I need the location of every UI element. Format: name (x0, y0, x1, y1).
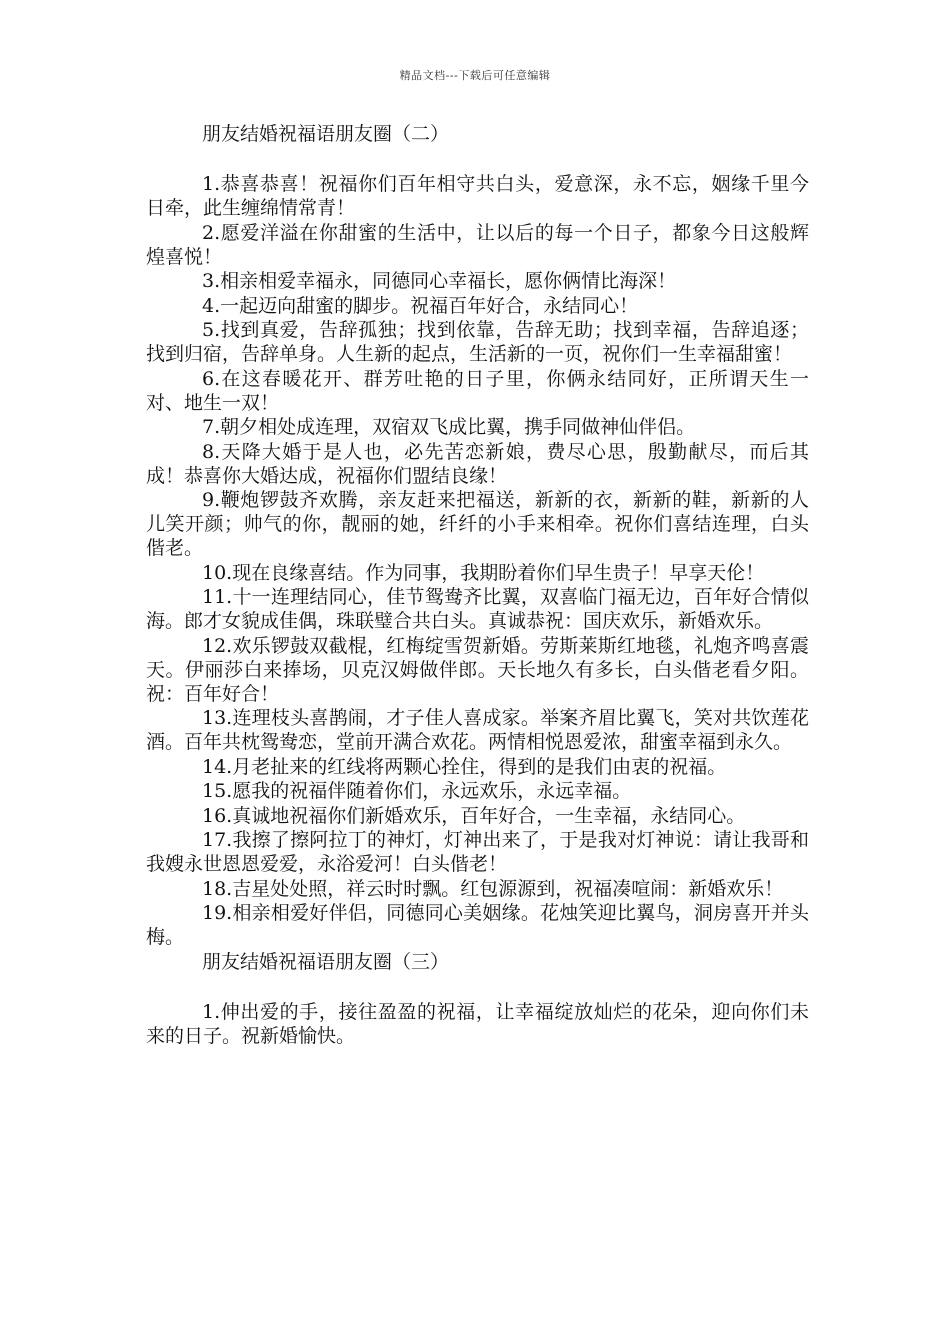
wish-item: 4.一起迈向甜蜜的脚步。祝福百年好合，永结同心！ (202, 294, 639, 317)
wish-item: 1.伸出爱的手，接往盈盈的祝福，让幸福绽放灿烂的花朵，迎向你们未来的日子。祝新婚愉快。 (146, 1001, 809, 1047)
wish-item: 9.鞭炮锣鼓齐欢腾，亲友赶来把福送，新新的衣，新新的鞋，新新的人儿笑开颜；帅气的你，靓丽的她，纤纤的小手来相牵。祝你们喜结连理，白头偕老。 (146, 489, 809, 559)
wish-item: 7.朝夕相处成连理，双宿双飞成比翼，携手同做神仙伴侣。 (202, 416, 696, 438)
wish-item: 16.真诚地祝福你们新婚欢乐，百年好合，一生幸福，永结同心。 (202, 804, 746, 827)
wish-item: 10.现在良缘喜结。作为同事，我期盼着你们早生贵子！早享天伦！ (202, 561, 765, 584)
wish-item: 13.连理枝头喜鹊闹，才子佳人喜成家。举案齐眉比翼飞，笑对共饮莲花酒。百年共枕鸳鸯恋，堂前开满合欢花。两情相悦恩爱浓，甜蜜幸福到永久。 (146, 707, 809, 753)
wish-item: 1.恭喜恭喜！祝福你们百年相守共白头，爱意深，永不忘，姻缘千里今日牵，此生缠绵情常青！ (146, 173, 809, 219)
wish-item: 5.找到真爱，告辞孤独；找到依靠，告辞无助；找到幸福，告辞追逐；找到归宿，告辞单身。人生新的起点，生活新的一页，祝你们一生幸福甜蜜！ (146, 319, 809, 365)
wish-item: 11.十一连理结同心，佳节鸳鸯齐比翼，双喜临门福无边，百年好合情似海。郎才女貌成佳偶，珠联璧合共白头。真诚恭祝：国庆欢乐，新婚欢乐。 (146, 586, 809, 632)
spacer (146, 974, 809, 1000)
wish-item: 14.月老扯来的红线将两颗心拴住，得到的是我们由衷的祝福。 (202, 755, 727, 778)
wish-item: 18.吉星处处照，祥云时时飘。红包源源到，祝福凑喧闹：新婚欢乐！ (202, 877, 784, 900)
document-body (146, 122, 809, 1049)
wish-item: 12.欢乐锣鼓双截棍，红梅绽雪贺新婚。劳斯莱斯红地毯，礼炮齐鸣喜震天。伊丽莎白来捧场，贝克汉姆做伴郎。天长地久有多长，白头偕老看夕阳。祝：百年好合！ (146, 634, 809, 705)
wish-item: 15.愿我的祝福伴随着你们，永远欢乐，永远幸福。 (202, 780, 632, 802)
wish-item: 17.我擦了擦阿拉丁的神灯，灯神出来了，于是我对灯神说：请让我哥和我嫂永世恩恩爱爱，永浴爱河！白头偕老！ (146, 829, 809, 875)
wish-item: 3.相亲相爱幸福永，同德同心幸福长，愿你俩情比海深！ (202, 270, 677, 292)
wish-item: 6.在这春暖花开、群芳吐艳的日子里，你俩永结同好，正所谓天生一对、地生一双！ (146, 367, 809, 414)
wish-item: 2.愿爱洋溢在你甜蜜的生活中，让以后的每一个日子，都象今日这般辉煌喜悦！ (146, 221, 809, 268)
section-title-2: 朋友结婚祝福语朋友圈（二） (202, 123, 450, 145)
spacer (146, 146, 809, 172)
page-header-note: 精品文档---下载后可任意编辑 (399, 69, 551, 82)
section-title-3: 朋友结婚祝福语朋友圈（三） (202, 951, 450, 973)
wish-item: 19.相亲相爱好伴侣，同德同心美姻缘。花烛笑迎比翼鸟，洞房喜开并头梅。 (146, 902, 809, 948)
wish-item: 8.天降大婚于是人也，必先苦恋新娘，费尽心思，殷勤献尽，而后其成！恭喜你大婚达成，祝福你们盟结良缘！ (146, 440, 809, 487)
